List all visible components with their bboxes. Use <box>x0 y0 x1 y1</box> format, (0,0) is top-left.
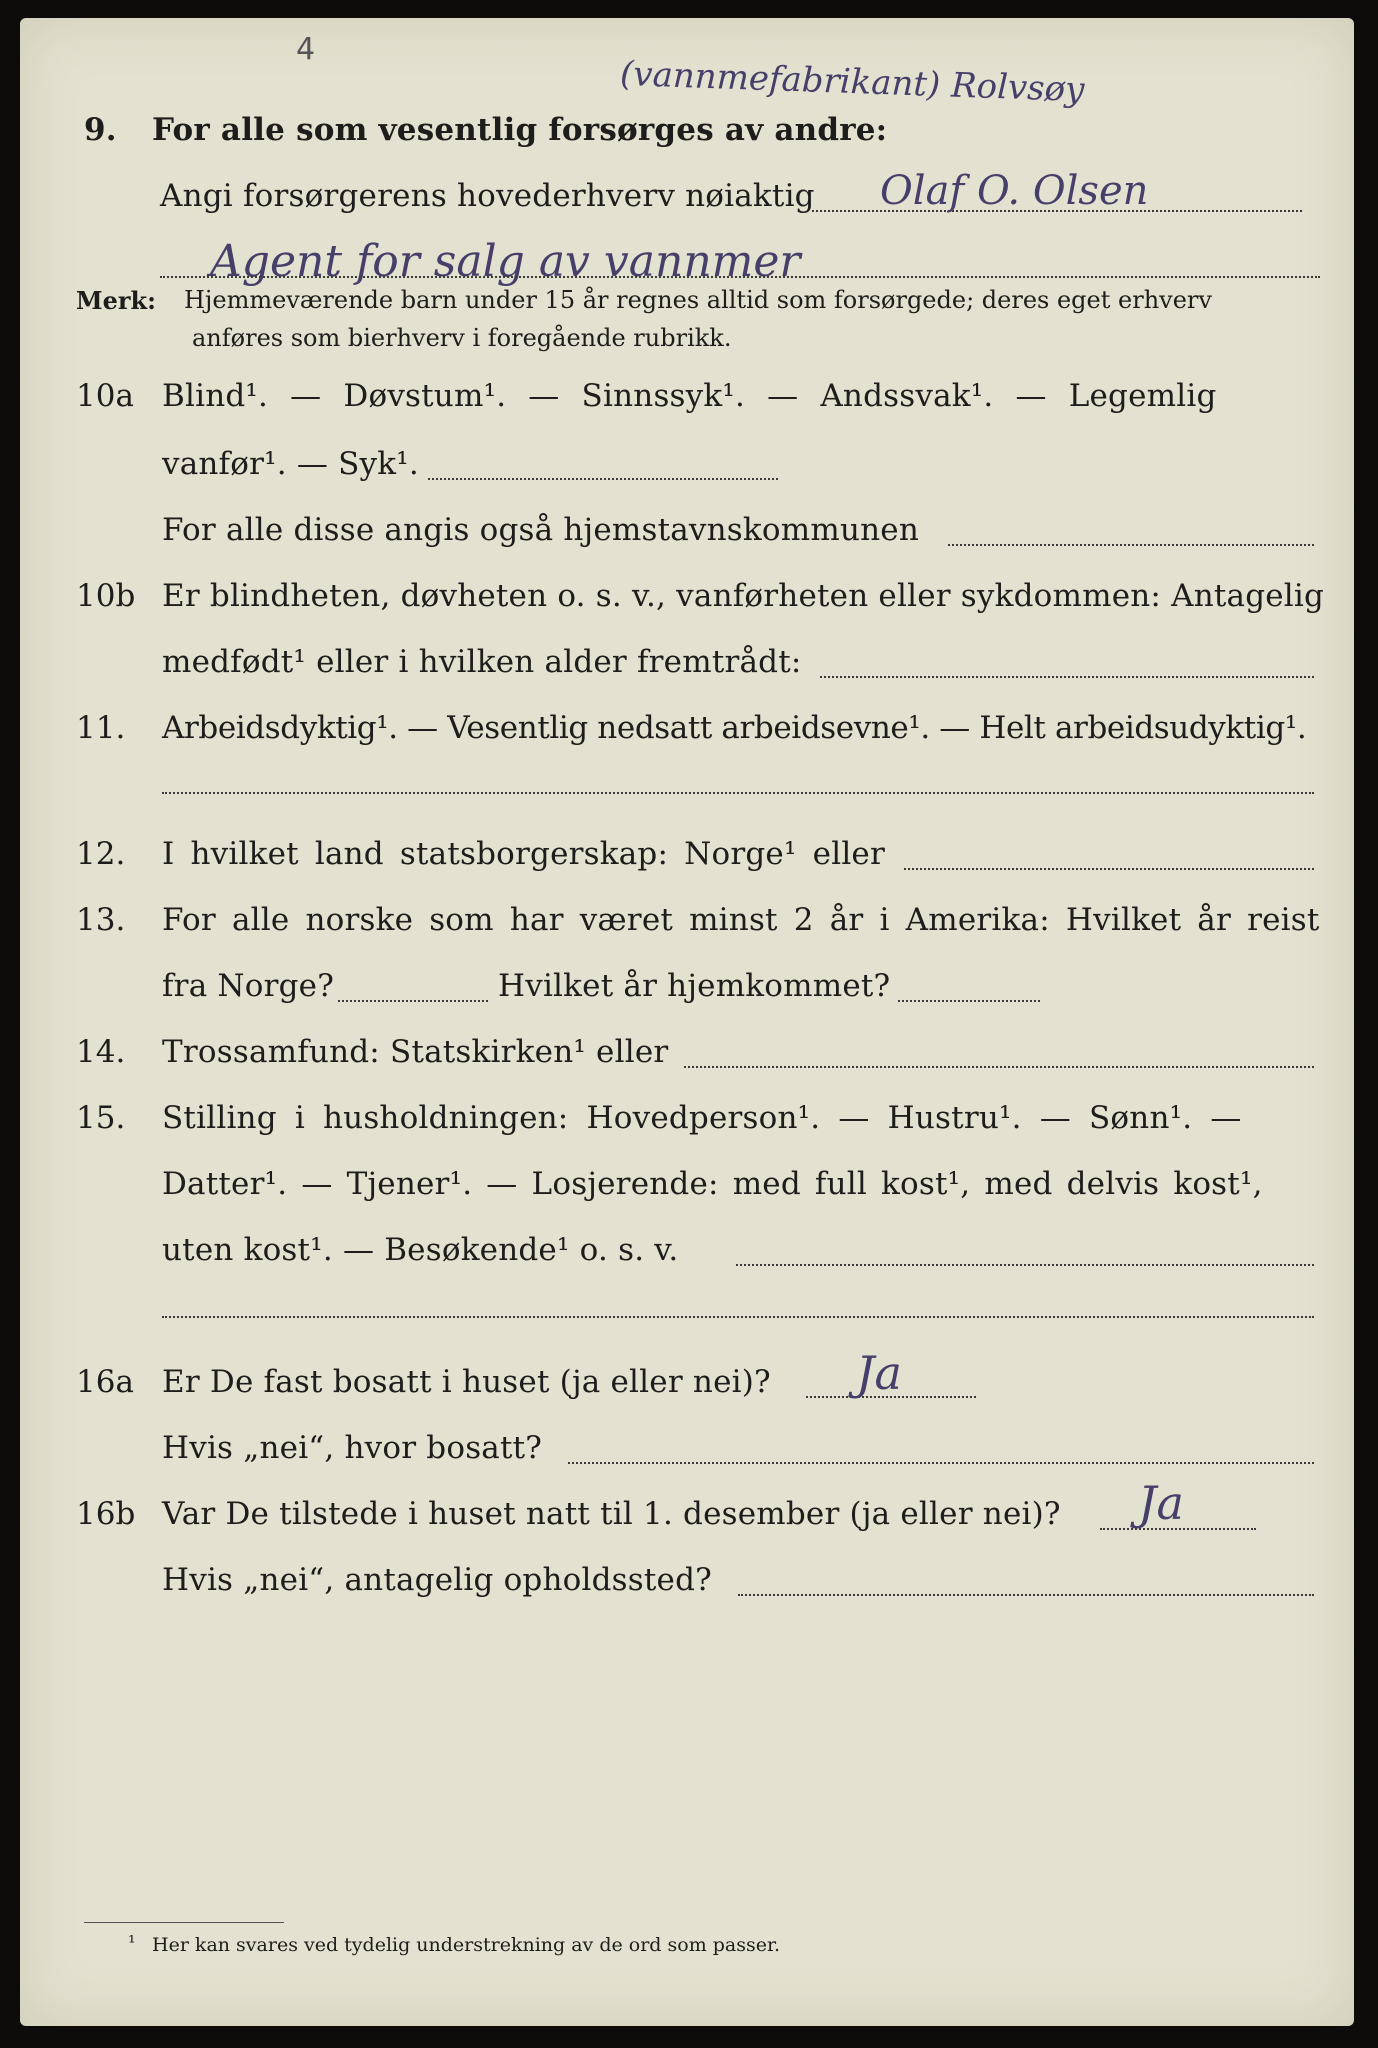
q10a-number: 10a <box>76 378 134 414</box>
q16b-line1: Var De tilstede i huset natt til 1. desember (ja eller nei)? <box>162 1496 1061 1532</box>
merk-label: Merk: <box>76 286 156 315</box>
q9-line1: For alle som vesentlig forsørges av andre: <box>152 112 888 148</box>
q15-line1: Stilling i husholdningen: Hovedperson¹. — Hustru¹. — Sønn¹. — <box>162 1100 1242 1136</box>
q15-answer-line <box>736 1264 1314 1266</box>
footnote-mark: ¹ <box>128 1932 136 1954</box>
q14-answer-line <box>684 1066 1314 1068</box>
merk-line2: anføres som bierhverv i foregående rubrikk. <box>192 324 732 352</box>
q9-handwritten-name: Olaf O. Olsen <box>880 168 1149 214</box>
q16b-line2: Hvis „nei“, antagelig opholdssted? <box>162 1562 712 1598</box>
q16a-answer: Ja <box>856 1346 902 1400</box>
q15-line2: Datter¹. — Tjener¹. — Losjerende: med full kost¹, med delvis kost¹, <box>162 1166 1263 1202</box>
q11-number: 11. <box>76 710 126 746</box>
q14-line1: Trossamfund: Statskirken¹ eller <box>162 1034 669 1070</box>
q10a-line3: For alle disse angis også hjemstavnskommunen <box>162 512 919 548</box>
census-form-page <box>20 18 1354 2026</box>
footnote-rule <box>84 1922 284 1923</box>
footnote-text: Her kan svares ved tydelig understrekning av de ord som passer. <box>152 1934 781 1956</box>
q12-answer-line <box>904 868 1314 870</box>
q9-number: 9. <box>84 112 117 148</box>
q10a-line1: Blind¹. — Døvstum¹. — Sinnssyk¹. — Andssvak¹. — Legemlig <box>162 378 1217 414</box>
q15-answer-line-2 <box>162 1316 1314 1318</box>
q13-reist-line <box>338 1000 488 1002</box>
q13-line2a: fra Norge? <box>162 968 335 1004</box>
merk-line1: Hjemmeværende barn under 15 år regnes alltid som forsørgede; deres eget erhverv <box>184 286 1212 314</box>
q10a-answer-line <box>948 544 1314 546</box>
q14-number: 14. <box>76 1034 126 1070</box>
q13-hjemkommet-line <box>898 1000 1040 1002</box>
q13-line1: For alle norske som har været minst 2 år i Amerika: Hvilket år reist <box>162 902 1320 938</box>
q15-number: 15. <box>76 1100 126 1136</box>
q16a-number: 16a <box>76 1364 134 1400</box>
q16b-number: 16b <box>76 1496 136 1532</box>
q13-line2b: Hvilket år hjemkommet? <box>498 968 891 1004</box>
q11-answer-line <box>162 792 1314 794</box>
q9-line2: Angi forsørgerens hovederhverv nøiaktig <box>160 178 815 214</box>
q12-line1: I hvilket land statsborgerskap: Norge¹ eller <box>162 836 885 872</box>
q10a-line2: vanfør¹. — Syk¹. <box>162 446 419 482</box>
q9-handwritten-top: (vannmefabrikant) Rolvsøy <box>619 53 1085 111</box>
q10b-line2: medfødt¹ eller i hvilken alder fremtrådt: <box>162 644 802 680</box>
q15-line3: uten kost¹. — Besøkende¹ o. s. v. <box>162 1232 679 1268</box>
q10b-answer-line <box>820 676 1314 678</box>
corner-pencil-mark: 4 <box>296 32 316 67</box>
q11-line1: Arbeidsdyktig¹. — Vesentlig nedsatt arbeidsevne¹. — Helt arbeidsudyktig¹. <box>162 710 1307 746</box>
q16b-opholdssted-line <box>738 1594 1314 1596</box>
q9-handwritten-answer: Agent for salg av vannmer <box>210 236 801 287</box>
q16a-line2: Hvis „nei“, hvor bosatt? <box>162 1430 543 1466</box>
q10a-syk-line <box>428 478 778 480</box>
q16b-answer: Ja <box>1138 1476 1184 1530</box>
q10b-number: 10b <box>76 578 136 614</box>
q16a-bosatt-line <box>568 1462 1314 1464</box>
q9-answer-line-2 <box>160 276 1320 278</box>
q10b-line1: Er blindheten, døvheten o. s. v., vanførheten eller sykdommen: Antagelig <box>162 578 1325 614</box>
q13-number: 13. <box>76 902 126 938</box>
q12-number: 12. <box>76 836 126 872</box>
q16a-line1: Er De fast bosatt i huset (ja eller nei)? <box>162 1364 771 1400</box>
